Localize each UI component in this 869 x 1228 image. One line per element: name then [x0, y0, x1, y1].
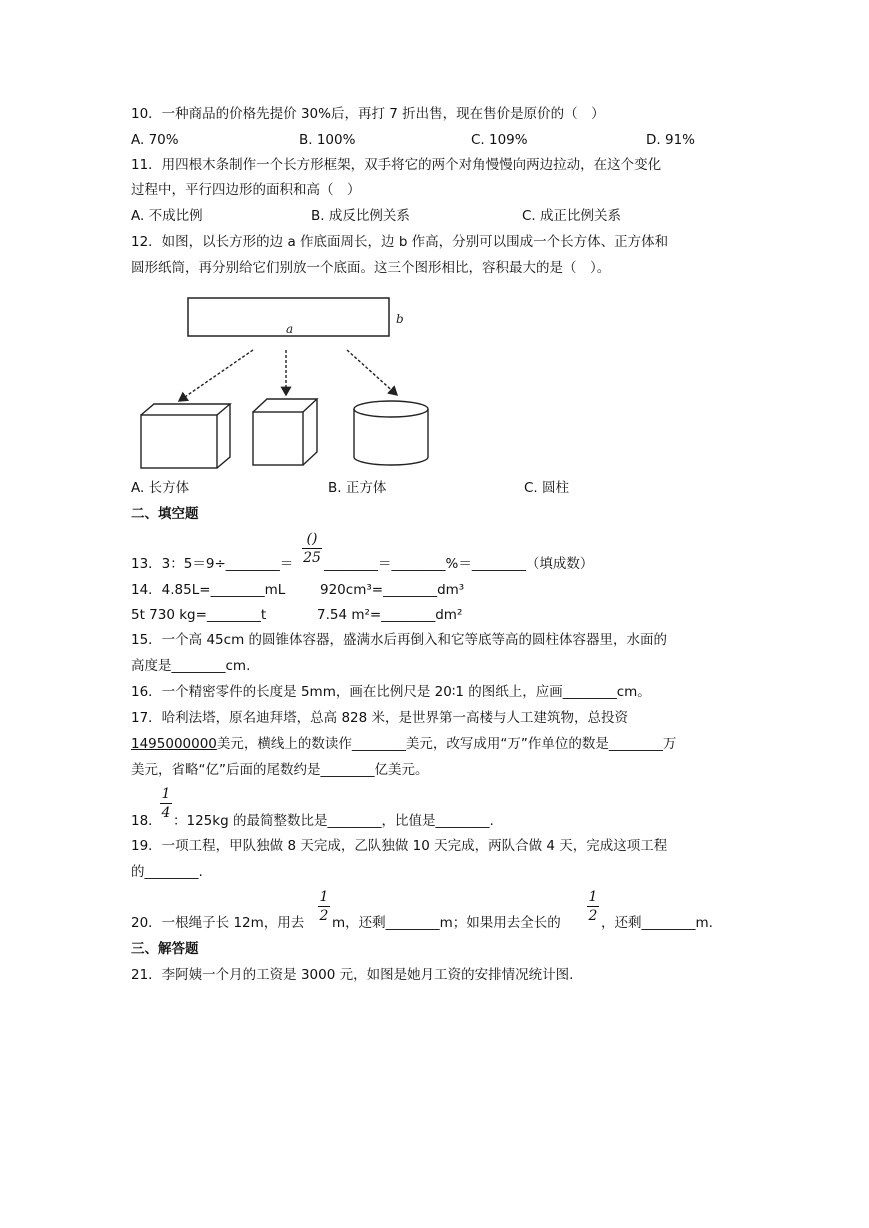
q12-stem-line1: 12．如图，以长方形的边 a 作底面周长，边 b 作高，分别可以围成一个长方体、正方体和: [131, 234, 669, 250]
q13-frac-denominator: 25: [303, 550, 321, 566]
fraction-bar: [318, 906, 330, 907]
fraction-bar: [587, 906, 599, 907]
cylinder-shape: [354, 401, 428, 465]
q19-line1: 19．一项工程，甲队独做 8 天完成，乙队独做 10 天完成，两队合做 4 天，完成这项工程: [131, 838, 668, 854]
q13-rest: ________＝________%＝________（填成数）: [324, 556, 594, 572]
q16-text: 16．一个精密零件的长度是 5mm，画在比例尺是 20∶1 的图纸上，应画________cm。: [131, 684, 651, 700]
cube-shape: [253, 399, 317, 465]
q18-prefix: 18．: [131, 813, 162, 829]
q19-line2: 的________.: [131, 864, 203, 880]
cuboid-shape: [141, 404, 230, 468]
q11-stem-line1: 11．用四根木条制作一个长方形框架，双手将它的两个对角慢慢向两边拉动，在这个变化: [131, 157, 662, 173]
fraction-bar: [160, 803, 172, 804]
label-b: b: [396, 312, 404, 326]
q20-frac1-denominator: 2: [319, 908, 329, 924]
arrow-to-cuboid: [179, 350, 253, 401]
q13-text: 13．3：5＝9÷________＝: [131, 556, 294, 572]
q14-line1a: 14．4.85L=________mL: [131, 582, 286, 598]
q17-line2-rest: 美元，横线上的数读作________美元，改写成用“万”作单位的数是________万: [216, 736, 677, 752]
q10-option-a: A. 70%: [131, 132, 179, 148]
q20-frac2-denominator: 2: [588, 908, 598, 924]
q18-text: ：125kg 的最简整数比是________，比值是________.: [173, 813, 494, 829]
q17-number: 1495000000: [131, 736, 217, 752]
q11-stem-line2: 过程中，平行四边形的面积和高（ ）: [131, 182, 361, 198]
q12-stem-line2: 圆形纸筒，再分别给它们别放一个底面。这三个图形相比，容积最大的是（ ）。: [131, 260, 611, 276]
q17-line1: 17．哈利法塔，原名迪拜塔，总高 828 米，是世界第一高楼与人工建筑物，总投资: [131, 710, 629, 726]
label-a: a: [286, 322, 294, 336]
q11-option-a: A. 不成比例: [131, 208, 203, 224]
q18-frac-numerator: 1: [161, 786, 171, 802]
arrow-to-cylinder: [347, 350, 397, 395]
q20-part1: 20．一根绳子长 12m，用去: [131, 915, 305, 931]
q12-option-c: C. 圆柱: [524, 480, 570, 496]
q13-fraction: [302, 531, 322, 566]
q17-line2: [131, 734, 676, 754]
q10-stem: 10．一种商品的价格先提价 30%后，再打 7 折出售，现在售价是原价的（ ）: [131, 106, 605, 122]
q15-line1: 15．一个高 45cm 的圆锥体容器，盛满水后再倒入和它等底等高的圆柱体容器里，水面的: [131, 632, 668, 648]
q18-fraction: [160, 786, 172, 821]
q20-fraction-1: [318, 889, 330, 924]
section3-heading: 三、解答题: [131, 941, 199, 957]
q12-option-a: A. 长方体: [131, 480, 190, 496]
q20-part3: ，还剩________m.: [601, 915, 713, 931]
q14-line2b: 7.54 m²=________dm²: [317, 607, 463, 623]
q20-part2: m，还剩________m；如果用去全长的: [332, 915, 561, 931]
q18-frac-denominator: 4: [161, 805, 171, 821]
section2-heading: 二、填空题: [131, 506, 199, 522]
q20-fraction-2: [587, 889, 599, 924]
q21-text: 21．李阿姨一个月的工资是 3000 元，如图是她月工资的安排情况统计图.: [131, 967, 574, 983]
q14-line2a: 5t 730 kg=________t: [131, 607, 267, 623]
q20-frac1-numerator: 1: [319, 889, 329, 905]
q15-line2: 高度是________cm.: [131, 658, 251, 674]
q10-option-b: B. 100%: [299, 132, 356, 148]
q11-option-b: B. 成反比例关系: [311, 208, 410, 224]
q14-line1b: 920cm³=________dm³: [320, 582, 465, 598]
q12-option-b: B. 正方体: [328, 480, 387, 496]
q10-option-d: D. 91%: [646, 132, 695, 148]
fraction-bar: [302, 548, 322, 549]
q12-figure: [125, 288, 445, 473]
q10-option-c: C. 109%: [471, 132, 528, 148]
q13-frac-numerator: (): [306, 531, 318, 547]
q11-option-c: C. 成正比例关系: [522, 208, 622, 224]
q20-frac2-numerator: 1: [588, 889, 598, 905]
q17-line3: 美元，省略“亿”后面的尾数约是________亿美元。: [131, 762, 429, 778]
